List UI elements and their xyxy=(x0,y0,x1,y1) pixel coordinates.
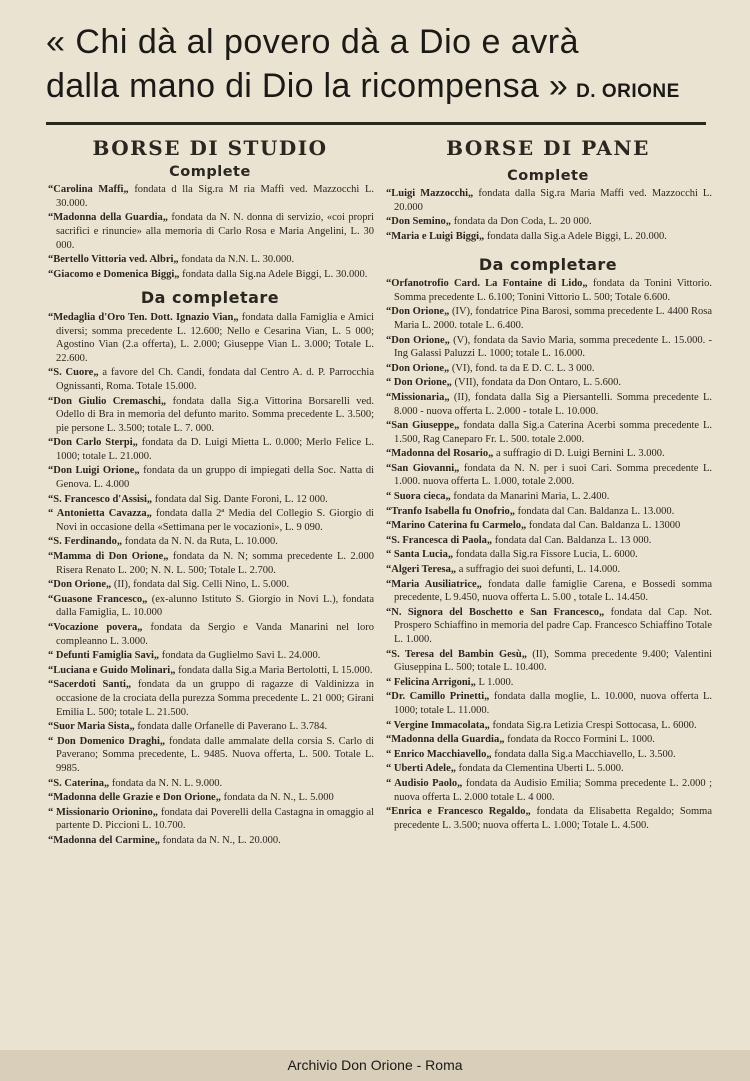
entry-text: fondata da Elisabetta Regaldo; Somma precedente L. 3.500; nuova offerta L. 1.000; Totale L. 4.500. xyxy=(394,806,712,831)
entry-name: “Sacerdoti Santi„ xyxy=(48,679,132,691)
list-item xyxy=(46,649,374,663)
left-complete-title: Complete xyxy=(169,163,251,180)
entry-name: “S. Teresa del Bambin Gesù„ xyxy=(386,648,527,660)
entry-text: fondata dalla Sig.a Adele Biggi, L. 20.000. xyxy=(484,230,667,242)
entry-name: “Mamma di Don Orione„ xyxy=(48,551,169,563)
entry-name: “S. Ferdinando„ xyxy=(48,536,123,548)
entry-text: fondata da Manarini Maria, L. 2.400. xyxy=(450,491,610,503)
entry-text: fondata dalla Sig.a Vittorina Borsarelli ved. Odello di Bra in memoria del defunto marito. Somma precedente L. 3.500; pie persone L. 3.500; totale L. 7. 000. xyxy=(56,395,374,434)
right-complete-list xyxy=(384,187,712,243)
entry-name: “Algeri Teresa„ xyxy=(386,564,457,576)
list-item xyxy=(384,462,712,489)
entry-name: “ Suora cieca„ xyxy=(386,491,451,503)
entry-name: “Bertello Vittoria ved. Albri„ xyxy=(48,254,179,266)
list-item xyxy=(384,719,712,733)
quote-line-2-text: dalla mano di Dio la ricompensa » xyxy=(46,67,569,105)
entry-name: “Don Orione„ xyxy=(386,306,450,318)
list-item xyxy=(384,519,712,533)
list-item xyxy=(384,215,712,229)
entry-name: “Don Orione„ xyxy=(386,362,450,374)
entry-text: fondata da N. N. donna di servizio, «coi propri sacrifici e rinuncie» alla memoria di Carlo Rosa e Maria Angelini, L. 30 000. xyxy=(56,212,374,251)
entry-name: “Dr. Camillo Prinetti„ xyxy=(386,691,490,703)
list-item xyxy=(384,490,712,504)
entry-name: “Orfanotrofio Card. La Fontaine di Lido„ xyxy=(386,278,588,290)
entry-name: “Maria Ausiliatrice„ xyxy=(386,578,482,590)
list-item xyxy=(46,678,374,719)
entry-name: “Don Carlo Sterpi„ xyxy=(48,437,138,449)
list-item xyxy=(46,777,374,791)
entry-text: fondata dalla Sig.a Caterina Acerbi somma precedente L. 1.500, Rag Caneparo Fr. L. 500. totale 2.000. xyxy=(394,420,712,445)
entry-name: “Carolina Maffi„ xyxy=(48,184,129,196)
list-item xyxy=(46,211,374,252)
entry-text: fondata dal Can. Baldanza L. 13 000. xyxy=(492,534,652,546)
entry-text: (VI), fond. ta da E D. C. L. 3 000. xyxy=(449,362,595,374)
list-item xyxy=(384,762,712,776)
list-item xyxy=(46,464,374,491)
list-item xyxy=(46,834,374,848)
list-item xyxy=(384,277,712,304)
list-item xyxy=(384,578,712,605)
entry-name: “Vocazione povera„ xyxy=(48,622,143,633)
header-divider xyxy=(46,122,706,125)
list-item xyxy=(46,578,374,592)
entry-text: (II), fondata dal Sig. Celli Nino, L. 5.000. xyxy=(111,579,290,591)
entry-text: fondata da Audisio Emilia; Somma precedente L. 2.000 ; nuova offerta L. 2.000 totale L. 4 000. xyxy=(394,777,712,803)
entry-text: fondata dalla moglie, L. 10.000, nuova offerta L. 1000; totale L. 11.000. xyxy=(394,691,713,716)
entry-text: fondata Sig.ra Letizia Crespi Sottocasa, L. 6000. xyxy=(489,719,697,731)
entry-text: fondata da Rocco Formini L. 1000. xyxy=(504,734,655,746)
list-item xyxy=(46,253,374,267)
entry-name: “San Giuseppe„ xyxy=(386,420,460,432)
entry-text: fondata da un gruppo di ragazze di Valdinizza in occasione de la crociata della purezza Somma precedente L. 21 000; Girani Emilia L. 500; totale L. 21.500. xyxy=(56,679,374,718)
entry-text: L 1.000. xyxy=(475,676,514,688)
entry-text: (II), Somma precedente 9.400; Valentini Giuseppina L. 500; totale L. 10.400. xyxy=(394,648,712,674)
entry-name: “ Felicina Arrigoni„ xyxy=(386,676,476,688)
entry-text: fondata dalla Sig.a Maria Bertolotti, L 15.000. xyxy=(175,664,373,676)
left-complete-list xyxy=(46,183,374,281)
entry-name: “Luigi Mazzocchi„ xyxy=(386,188,474,200)
list-item xyxy=(46,720,374,734)
entry-text: fondata da D. Luigi Mietta L. 0.000; Merlo Felice L. 1000; totale L. 21.000. xyxy=(56,437,374,462)
page-header xyxy=(46,20,706,114)
entry-text: fondata dai Poverelli della Castagna in omaggio al partente D. Piccioni L. 10.700. xyxy=(56,806,374,832)
list-item xyxy=(384,733,712,747)
list-item xyxy=(384,676,712,690)
quote-line-1: « Chi dà al povero dà a Dio e avrà xyxy=(46,23,579,61)
entry-name: “Madonna delle Grazie e Don Orione„ xyxy=(48,792,221,804)
entry-text: fondata da Sergio e Vanda Manarini nel loro compleanno L. 3.000. xyxy=(56,622,374,647)
entry-name: “ Vergine Immacolata„ xyxy=(386,719,490,731)
entry-name: “Marino Caterina fu Carmelo„ xyxy=(386,520,527,532)
list-item xyxy=(46,735,374,776)
entry-text: fondata da Guglielmo Savi L. 24.000. xyxy=(159,650,321,662)
entry-text: fondata da N.N. L. 30.000. xyxy=(178,254,295,266)
list-item xyxy=(384,187,712,214)
entry-text: a favore del Ch. Candi, fondata dal Centro A. d. P. Parrocchia Ognissanti, Roma. Totale 15.000. xyxy=(56,367,374,392)
right-complete-title: Complete xyxy=(507,167,589,184)
entry-text: fondata da Tonini Vittorio. Somma precedente L. 6.100; Tonini Vittorio L. 500; Totale 6.600. xyxy=(394,278,712,303)
entry-text: a suffragio di D. Luigi Bernini L. 3.000. xyxy=(493,448,665,460)
borse-di-pane-title: BORSE DI PANE xyxy=(446,136,650,160)
entry-name: “Madonna della Guardia„ xyxy=(48,212,169,224)
entry-text: fondata da N. N. per i suoi Cari. Somma precedente L. 1.000. nuova offerta L. 1.000, totale 2.000. xyxy=(394,462,712,488)
right-todo-title: Da completare xyxy=(478,254,618,274)
entry-name: “S. Cuore„ xyxy=(48,367,99,379)
entry-name: “Suor Maria Sista„ xyxy=(48,721,135,733)
list-item xyxy=(384,505,712,519)
list-item xyxy=(46,268,374,282)
list-item xyxy=(46,664,374,678)
entry-name: “ Don Domenico Draghi„ xyxy=(48,735,166,747)
entry-name: “ Audisio Paolo„ xyxy=(386,777,463,789)
list-item xyxy=(46,366,374,393)
entry-text: fondata dal Cap. Not. Prospero Schiaffino in memoria del padre Cap. Francesco Schiaffino Totale L. 1.000. xyxy=(394,606,712,645)
borse-di-studio-title: BORSE DI STUDIO xyxy=(92,136,328,160)
quote-author: D. ORIONE xyxy=(576,81,680,102)
list-item xyxy=(384,305,712,332)
entry-name: “San Giovanni„ xyxy=(386,462,460,474)
entry-name: “S. Francesca di Paola„ xyxy=(386,534,493,546)
list-item xyxy=(384,534,712,548)
entry-name: “ Enrico Macchiavello„ xyxy=(386,748,492,760)
entry-text: fondata dal Can. Baldanza L. 13000 xyxy=(526,520,681,532)
list-item xyxy=(384,447,712,461)
list-item xyxy=(384,805,712,832)
entry-name: “ Missionario Orionino„ xyxy=(48,806,159,818)
list-item xyxy=(384,777,712,804)
entry-text: (IV), fondatrice Pina Barosi, somma precedente L. 4400 Rosa Maria L. 2000. totale L. 6.400. xyxy=(394,306,712,331)
list-item xyxy=(46,621,374,648)
entry-name: “Maria e Luigi Biggi„ xyxy=(386,230,485,242)
list-item xyxy=(384,748,712,762)
entry-name: “ Don Orione„ xyxy=(386,377,452,389)
list-item xyxy=(384,230,712,244)
entry-name: “Giacomo e Domenica Biggi„ xyxy=(48,268,180,280)
entry-text: fondata da N. N., L. 20.000. xyxy=(160,834,281,846)
entry-text: fondata dalla Sig.a Macchiavello, L. 3.500. xyxy=(491,748,676,760)
entry-text: fondata dalla 2ª Media del Collegio S. Giorgio di Novi in occasione della «Settimana per le vocazioni», L. 9 090. xyxy=(56,508,374,533)
entry-name: “ Defunti Famiglia Savi„ xyxy=(48,650,160,662)
list-item xyxy=(46,550,374,577)
list-item xyxy=(46,593,374,620)
entry-text: fondata da un gruppo di impiegati della Soc. Natta di Genova. L. 4.000 xyxy=(56,465,374,491)
left-column xyxy=(46,138,374,849)
entry-text: fondata da N. N., L. 5.000 xyxy=(220,792,334,804)
list-item xyxy=(384,362,712,376)
entry-text: fondata dalla Sig.ra Maria Maffi ved. Mazzocchi L. 20.000 xyxy=(394,188,712,213)
entry-text: fondata da N. N; somma precedente L. 2.000 Risera Renato L. 200; N. N. L. 500; Totale L. 2.700. xyxy=(56,551,374,576)
right-todo-list xyxy=(384,277,712,832)
entry-name: “Don Orione„ xyxy=(48,579,112,591)
list-item xyxy=(46,493,374,507)
list-item xyxy=(46,806,374,833)
list-item xyxy=(384,376,712,390)
entry-name: “Madonna del Rosario„ xyxy=(386,448,494,460)
entry-text: (VII), fondata da Don Ontaro, L. 5.600. xyxy=(451,377,622,389)
entry-name: “Don Luigi Orione„ xyxy=(48,465,140,477)
list-item xyxy=(46,436,374,463)
list-item xyxy=(384,391,712,418)
entry-name: “Don Giulio Cremaschi„ xyxy=(48,395,167,407)
entry-text: fondata da N. N. da Ruta, L. 10.000. xyxy=(122,536,278,548)
entry-text: (II), fondata dalla Sig a Piersantelli. Somma precedente L. 8.000 - nuova offerta L. 2.000 - totale L. 10.000. xyxy=(394,391,712,417)
entry-text: fondata dalla Famiglia e Amici diversi; somma precedente L. 12.600; Nello e Cesarina Vian, L. 5 000; Agostino Vian (2.a offerta), L. 2.000; Giuseppe Vian L. 3.000; Totale L. 22.600. xyxy=(56,311,374,364)
entry-text: fondata dalle ammalate della corsia S. Carlo di Paverano; Somma precedente, L. 9485. Nuova offerta, L. 500. Totale L. 9985. xyxy=(56,735,374,774)
entry-text: fondata dal Sig. Dante Foroni, L. 12 000. xyxy=(152,493,328,505)
list-item xyxy=(46,183,374,210)
list-item xyxy=(46,535,374,549)
entry-name: “Tranfo Isabella fu Onofrio„ xyxy=(386,505,516,517)
entry-name: “Madonna del Carmine„ xyxy=(48,834,161,846)
list-item xyxy=(384,606,712,647)
list-item xyxy=(46,507,374,534)
entry-text: fondata dalle Orfanelle di Paverano L. 3.784. xyxy=(134,721,328,733)
list-item xyxy=(384,334,712,361)
entry-name: “Guasone Francesco„ xyxy=(48,593,148,605)
entry-text: fondata dalle famiglie Carena, e Bossedi somma precedente, L 9.450, nuova offerta L. 5.00 , totale L. 14.450. xyxy=(394,578,712,604)
entry-text: fondata dalla Sig.na Adele Biggi, L. 30.000. xyxy=(179,268,368,280)
list-item xyxy=(384,563,712,577)
entry-text: fondata dalla Sig.ra Fissore Lucia, L. 6000. xyxy=(453,549,638,561)
entry-text: fondata dal Can. Baldanza L. 13.000. xyxy=(515,505,675,517)
entry-name: “ Antonietta Cavazza„ xyxy=(48,508,152,520)
left-todo-list xyxy=(46,311,374,848)
entry-name: “Missionaria„ xyxy=(386,391,450,403)
right-column xyxy=(384,138,712,833)
entry-name: “S. Francesco d'Assisi„ xyxy=(48,493,153,505)
list-item xyxy=(384,419,712,446)
entry-text: fondata da Clementina Uberti L. 5.000. xyxy=(456,763,624,775)
entry-text: (ex-alunno Istituto S. Giorgio in Novi L.), fondata dalla Famiglia, L. 10.000 xyxy=(56,593,375,619)
list-item xyxy=(384,648,712,675)
entry-text: a suffragio dei suoi defunti, L. 14.000. xyxy=(456,564,621,576)
entry-name: “Don Semino„ xyxy=(386,216,452,228)
entry-name: “S. Caterina„ xyxy=(48,777,110,789)
entry-name: “Luciana e Guido Molinari„ xyxy=(48,664,176,676)
entry-name: “Madonna della Guardia„ xyxy=(386,734,505,746)
entry-name: “ Uberti Adele„ xyxy=(386,763,456,775)
entry-text: fondata da N. N. L. 9.000. xyxy=(109,777,223,789)
list-item xyxy=(384,548,712,562)
quote-line-2 xyxy=(46,64,706,114)
list-item xyxy=(384,690,712,717)
entry-name: “Medaglia d'Oro Ten. Dott. Ignazio Vian„ xyxy=(48,311,239,323)
list-item xyxy=(46,311,374,365)
list-item xyxy=(46,395,374,436)
entry-text: fondata da Don Coda, L. 20 000. xyxy=(451,216,592,228)
entry-name: “ Santa Lucia„ xyxy=(386,549,454,561)
entry-name: “Enrica e Francesco Regaldo„ xyxy=(386,806,531,818)
left-todo-title: Da completare xyxy=(140,288,280,308)
archive-footer: Archivio Don Orione - Roma xyxy=(0,1050,750,1081)
list-item xyxy=(46,791,374,805)
entry-text: (V), fondata da Savio Maria, somma precedente L. 15.000. - Ing Galassi Paluzzi L. 1000; totale L. 16.000. xyxy=(394,334,712,360)
entry-name: “N. Signora del Boschetto e San Francesco„ xyxy=(386,606,605,618)
entry-name: “Don Orione„ xyxy=(386,334,450,346)
entry-text: fondata d lla Sig.ra M ria Maffi ved. Mazzocchi L. 30.000. xyxy=(56,184,374,209)
